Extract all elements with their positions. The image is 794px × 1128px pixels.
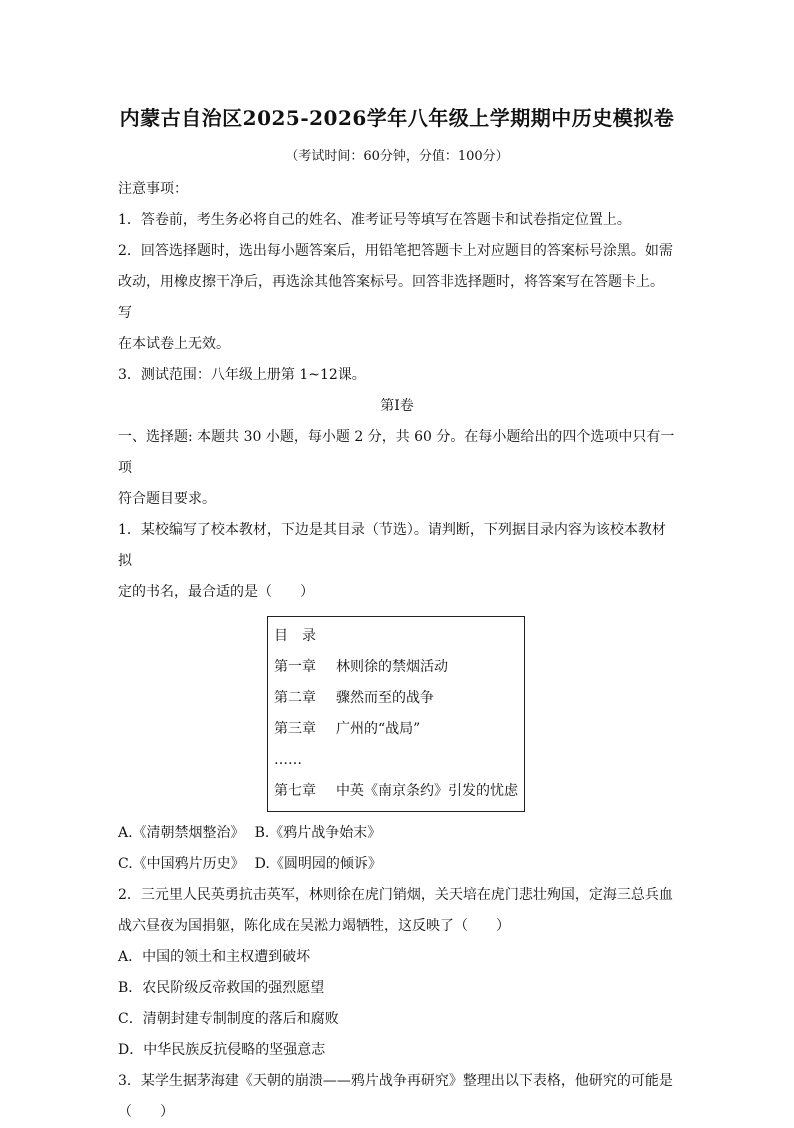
toc-chapter: 第一章	[274, 659, 316, 675]
question-1-options-row-2	[118, 849, 676, 880]
toc-row	[274, 714, 524, 745]
toc-text: 中英《南京条约》引发的忧虑	[336, 783, 518, 799]
section-heading-line-2: 符合题目要求。	[118, 491, 216, 507]
option-c: C．清朝封建专制制度的落后和腐败	[118, 1011, 339, 1027]
toc-chapter: 第三章	[274, 721, 316, 737]
toc-row	[274, 652, 524, 683]
option-a: A.《清朝禁烟整治》	[118, 825, 245, 841]
question-3-line-2: （ ）	[118, 1104, 174, 1120]
toc-heading: 目 录	[274, 628, 316, 644]
toc-text: 广州的“战局”	[336, 721, 421, 737]
toc-row	[274, 683, 524, 714]
notice-item-2-line-3: 在本试卷上无效。	[118, 336, 230, 352]
question-1-line-1: 1．某校编写了校本教材，下边是其目录（节选）。请判断，下列据目录内容为该校本教材拟	[118, 522, 666, 569]
toc-text: 骤然而至的战争	[336, 690, 434, 706]
question-1-options-row-1	[118, 818, 676, 849]
exam-title: 内蒙古自治区2025-2026学年八年级上学期期中历史模拟卷	[119, 106, 675, 130]
notice-item-2-line-2: 改动，用橡皮擦干净后，再选涂其他答案标号。回答非选择题时，将答案写在答题卡上。写	[118, 274, 664, 321]
question-3-line-1: 3．某学生据茅海建《天朝的崩溃——鸦片战争再研究》整理出以下表格，他研究的可能是	[118, 1073, 673, 1089]
notice-item-3: 3．测试范围：八年级上册第 1~12课。	[118, 367, 366, 383]
toc-text: 林则徐的禁烟活动	[336, 659, 448, 675]
toc-row	[274, 776, 524, 807]
volume-heading: 第Ⅰ卷	[380, 398, 414, 414]
toc-chapter: 第二章	[274, 690, 316, 706]
option-c: C.《中国鸦片历史》	[118, 856, 245, 872]
option-b: B.《鸦片战争始末》	[254, 825, 382, 841]
exam-subtitle: （考试时间：60分钟，分值：100分）	[285, 149, 509, 164]
question-2-line-1: 2．三元里人民英勇抗击英军，林则徐在虎门销烟，关天培在虎门悲壮殉国，定海三总兵血	[118, 887, 673, 903]
option-b: B．农民阶级反帝救国的强烈愿望	[118, 980, 325, 996]
toc-chapter: 第七章	[274, 783, 316, 799]
question-2-line-2: 战六昼夜为国捐躯，陈化成在吴淞力竭牺牲，这反映了（ ）	[118, 918, 510, 934]
notice-item-2-line-1: 2．回答选择题时，选出每小题答案后，用铅笔把答题卡上对应题目的答案标号涂黑。如需	[118, 243, 673, 259]
option-d: D．中华民族反抗侵略的坚强意志	[118, 1042, 326, 1058]
table-of-contents-box	[267, 616, 525, 812]
option-a: A．中国的领土和主权遭到破坏	[118, 949, 311, 965]
notice-heading: 注意事项：	[118, 181, 188, 197]
section-heading-line-1: 一、选择题: 本题共 30 小题，每小题 2 分，共 60 分。在每小题给出的四个选项中只有一项	[118, 429, 675, 476]
option-d: D.《圆明园的倾诉》	[254, 856, 382, 872]
toc-ellipsis: ……	[274, 752, 302, 768]
notice-item-1: 1．答卷前，考生务必将自己的姓名、准考证号等填写在答题卡和试卷指定位置上。	[118, 212, 631, 228]
question-1-line-2: 定的书名，最合适的是（ ）	[118, 584, 314, 600]
